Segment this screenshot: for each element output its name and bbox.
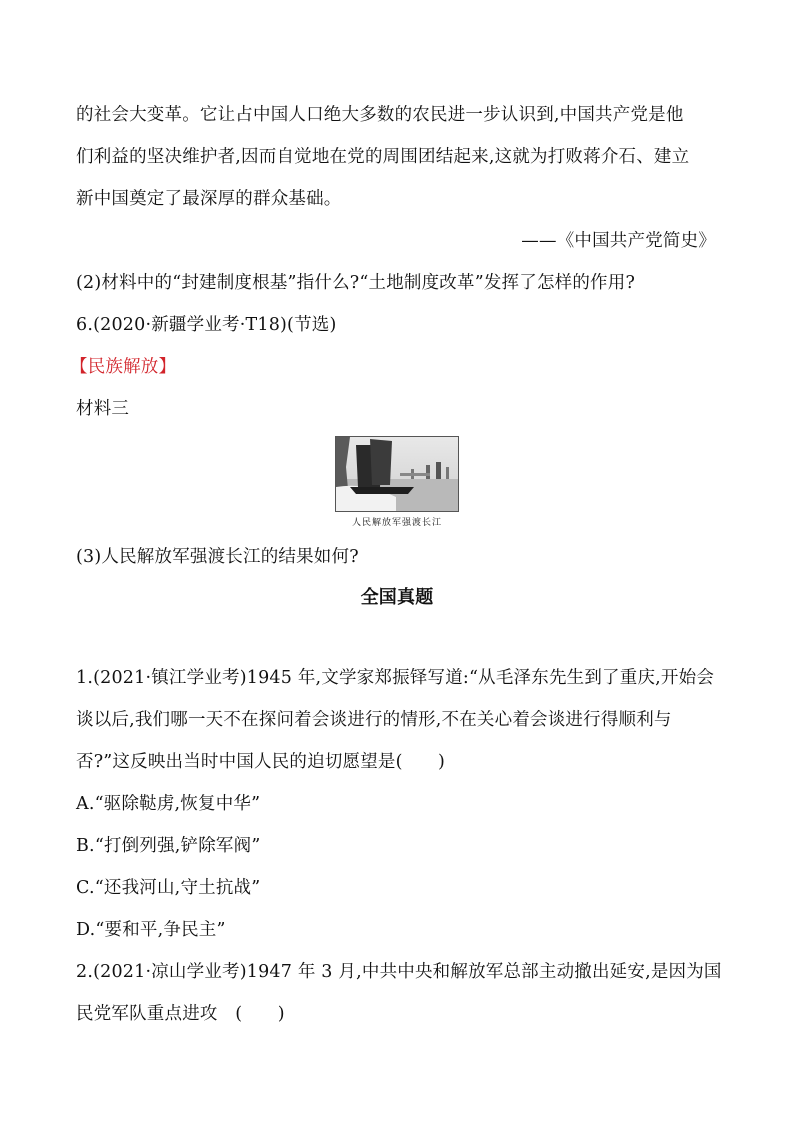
historical-photo: [335, 436, 459, 528]
question-6-3: (3)人民解放军强渡长江的结果如何?: [76, 547, 359, 567]
question-2: (2)材料中的“封建制度根基”指什么?“土地制度改革”发挥了怎样的作用?: [76, 273, 636, 293]
question-2b-line-1: 2.(2021·凉山学业考)1947 年 3 月,中共中央和解放军总部主动撤出延安,是因为国: [76, 962, 722, 982]
section-title: 全国真题: [360, 587, 434, 608]
passage-line-1: 的社会大变革。它让占中国人口绝大多数的农民进一步认识到,中国共产党是他: [76, 105, 684, 125]
question-2b-line-2: 民党军队重点进攻 ( ): [76, 1004, 285, 1024]
question-1-line-2: 谈以后,我们哪一天不在探问着会谈进行的情形,不在关心着会谈进行得顺利与: [76, 710, 672, 730]
option-b: B.“打倒列强,铲除军阀”: [76, 836, 261, 856]
question-6-header: 6.(2020·新疆学业考·T18)(节选): [76, 315, 337, 335]
section-tag: 【民族解放】: [70, 357, 177, 377]
question-1-line-3: 否?”这反映出当时中国人民的迫切愿望是( ): [76, 752, 446, 772]
river-crossing-image: [335, 436, 459, 512]
image-caption: 人民解放军强渡长江: [351, 518, 442, 528]
option-a: A.“驱除鞑虏,恢复中华”: [76, 794, 261, 814]
passage-source: ——《中国共产党简史》: [521, 231, 716, 251]
material-label: 材料三: [76, 399, 130, 419]
option-d: D.“要和平,争民主”: [76, 920, 226, 940]
passage-line-3: 新中国奠定了最深厚的群众基础。: [76, 189, 342, 209]
option-c: C.“还我河山,守土抗战”: [76, 878, 261, 898]
question-1-line-1: 1.(2021·镇江学业考)1945 年,文学家郑振铎写道:“从毛泽东先生到了重庆,开始会: [76, 668, 715, 688]
passage-line-2: 们利益的坚决维护者,因而自觉地在党的周围团结起来,这就为打败蒋介石、建立: [76, 147, 690, 167]
